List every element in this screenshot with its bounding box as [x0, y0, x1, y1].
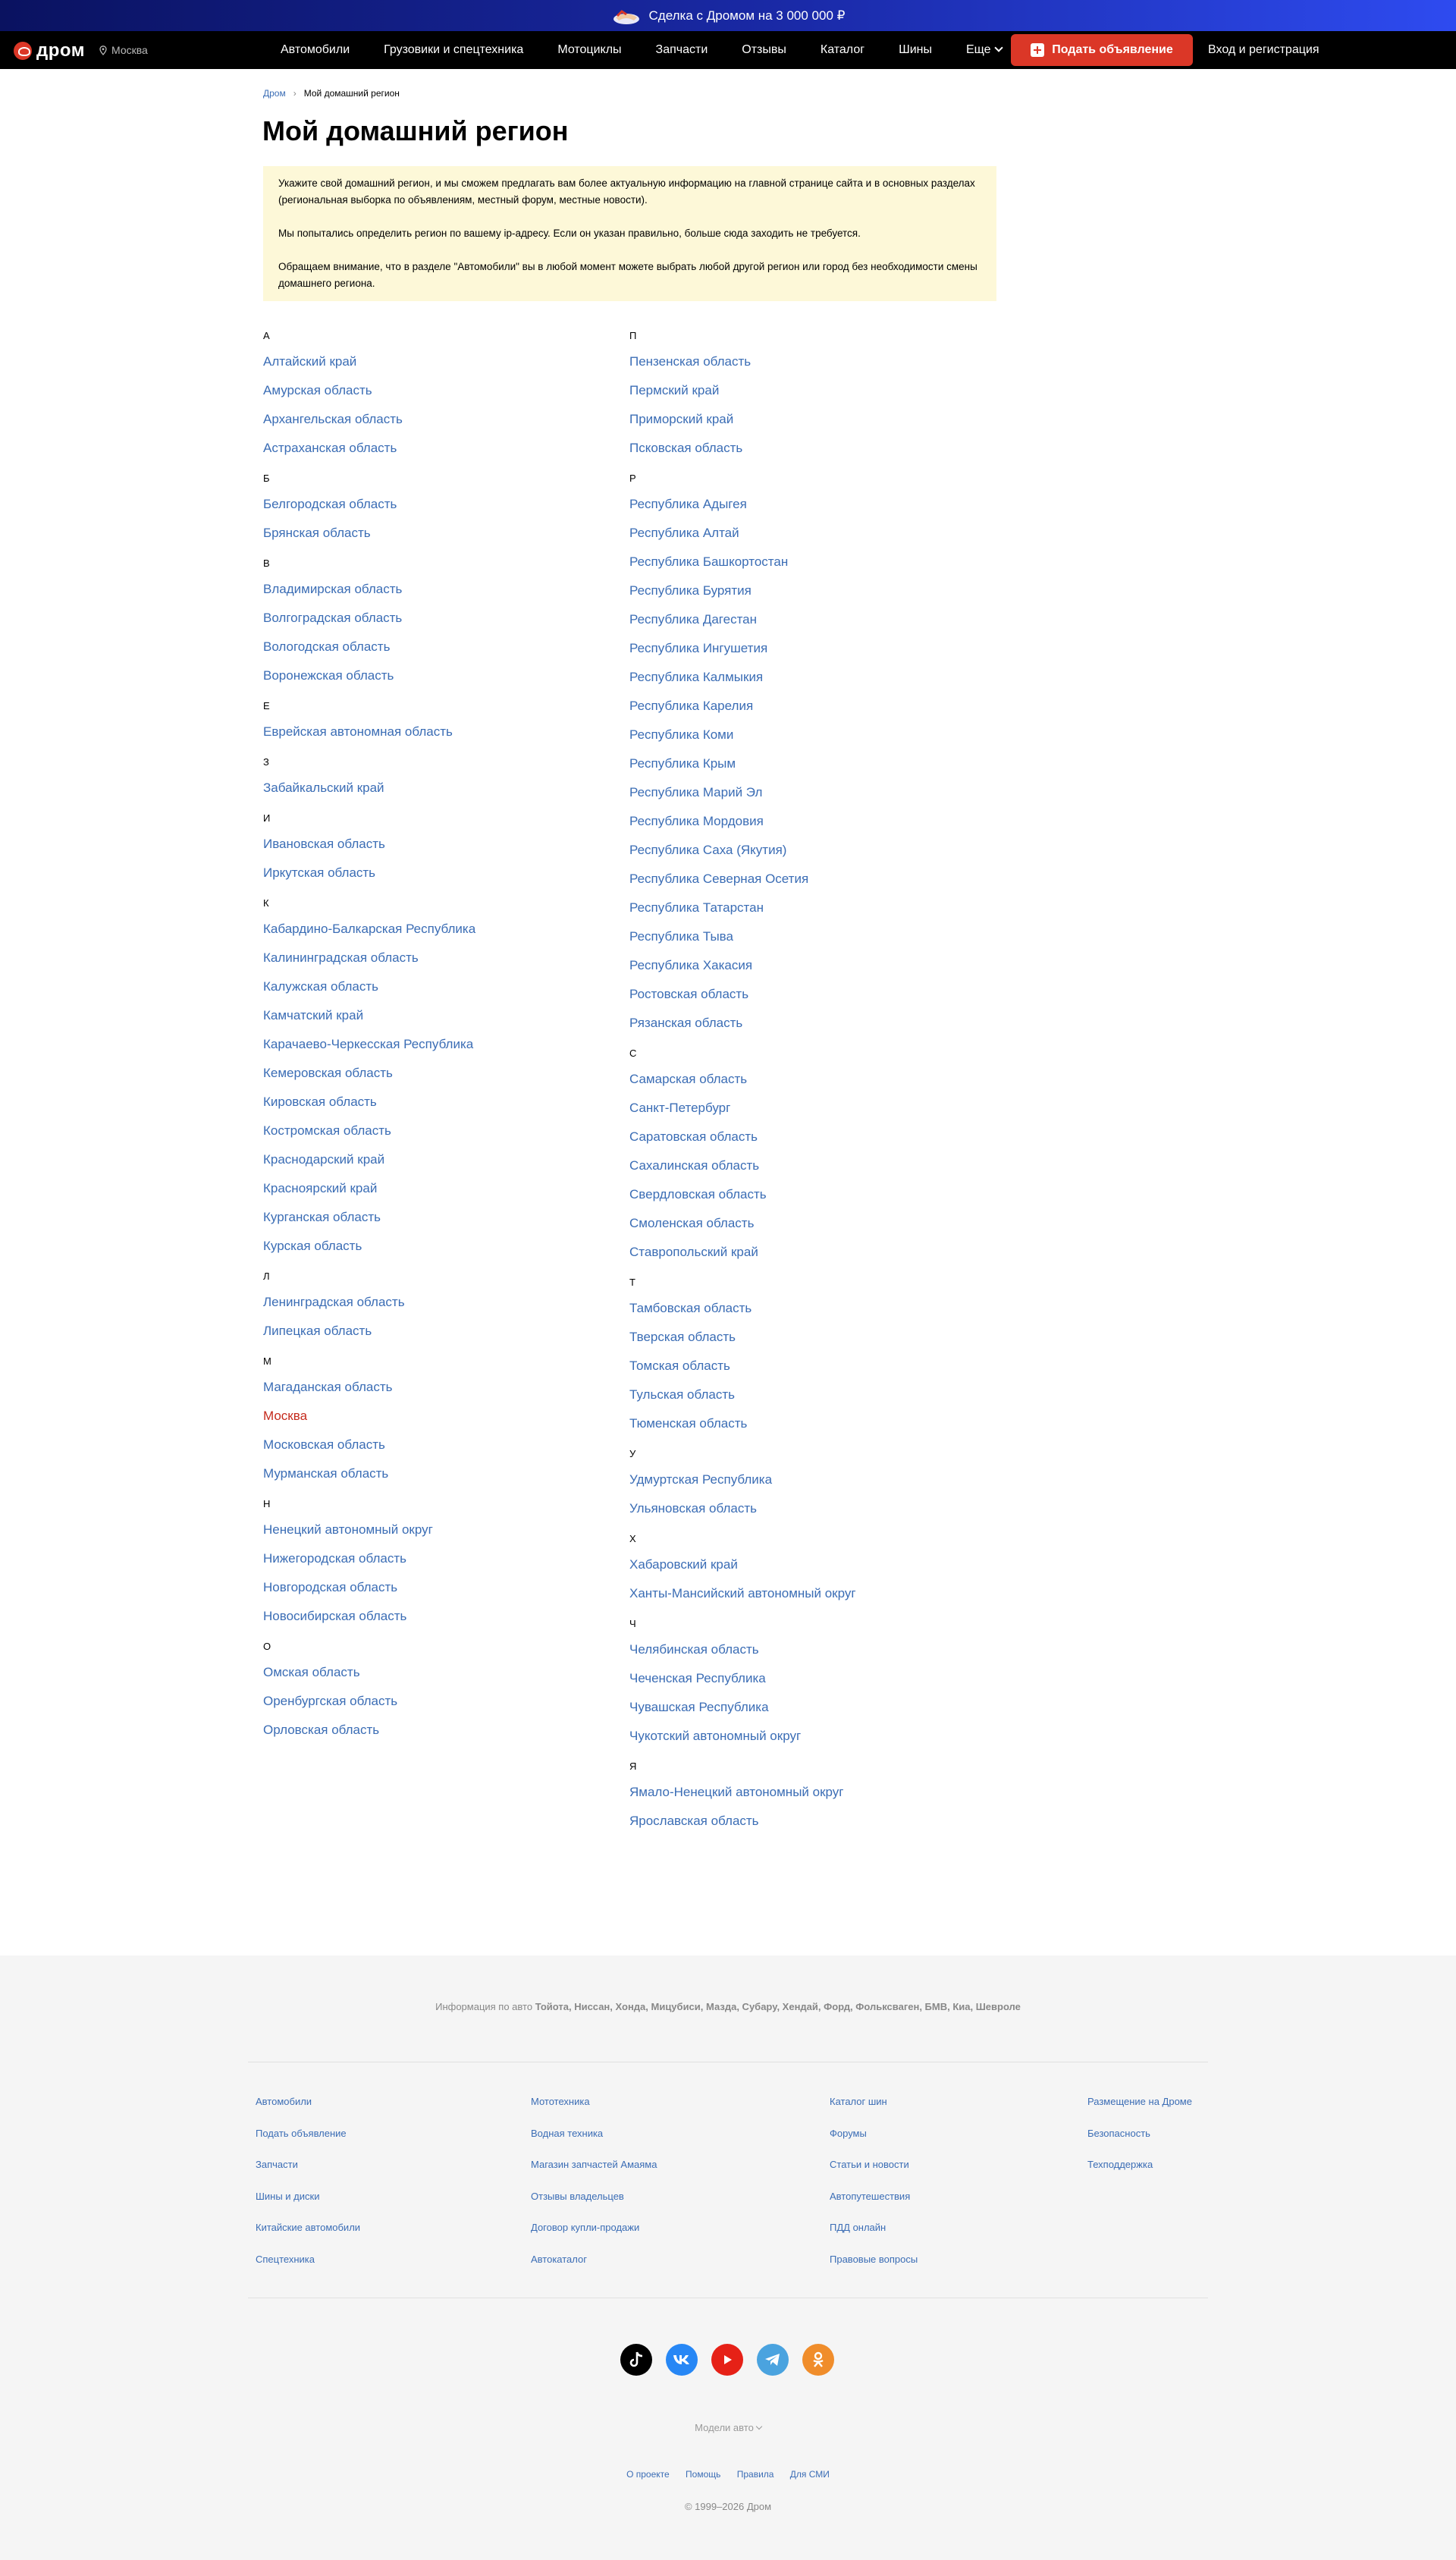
region-group	[629, 1758, 978, 1836]
region-link[interactable]: Калининградская область	[263, 950, 419, 965]
login-link[interactable]: Вход и регистрация	[1208, 43, 1320, 56]
region-link[interactable]: Рязанская область	[629, 1016, 743, 1030]
post-ad-button[interactable]	[1011, 34, 1193, 66]
footer-link[interactable]: Договор купли-продажи	[531, 2222, 640, 2233]
top-nav	[0, 31, 1456, 69]
region-link[interactable]: Свердловская область	[629, 1187, 767, 1201]
region-group	[263, 698, 612, 746]
region-letter-heading: О	[263, 1641, 271, 1652]
region-letter-heading: А	[263, 330, 270, 341]
footer-brands-info	[0, 2001, 1456, 2012]
page-title: Мой домашний регион	[262, 115, 569, 146]
region-letter-heading: Т	[629, 1277, 635, 1288]
region-link[interactable]: Астраханская область	[263, 441, 397, 455]
region-letter-heading: С	[629, 1048, 637, 1059]
region-link[interactable]: Тюменская область	[629, 1416, 748, 1431]
region-link[interactable]: Курганская область	[263, 1210, 381, 1224]
footer-link[interactable]: Подать объявление	[256, 2127, 347, 2139]
models-label: Модели авто	[695, 2422, 754, 2433]
region-link[interactable]: Смоленская область	[629, 1216, 755, 1230]
location-pin-icon	[99, 46, 107, 55]
footer-link-help[interactable]: Помощь	[686, 2469, 721, 2480]
region-letter-heading: Е	[263, 700, 270, 711]
region-link[interactable]: Ямало-Ненецкий автономный округ	[629, 1785, 844, 1799]
region-group	[263, 895, 612, 1261]
youtube-icon[interactable]	[711, 2344, 743, 2376]
region-link[interactable]: Омская область	[263, 1665, 360, 1679]
region-link[interactable]: Чеченская Республика	[629, 1671, 766, 1685]
region-link[interactable]: Нижегородская область	[263, 1551, 406, 1566]
region-link[interactable]: Ленинградская область	[263, 1295, 405, 1309]
region-link[interactable]: Республика Ингушетия	[629, 641, 768, 655]
region-link[interactable]: Хабаровский край	[629, 1557, 738, 1572]
region-group	[263, 1268, 612, 1346]
notice-paragraph: Мы попытались определить регион по вашему ip-адресу. Если он указан правильно, больше сюда заходить не требуется.	[278, 228, 861, 239]
footer-link[interactable]: Шины и диски	[256, 2190, 320, 2202]
footer-link[interactable]: Размещение на Дроме	[1087, 2096, 1192, 2107]
region-link[interactable]: Ростовская область	[629, 987, 749, 1001]
breadcrumb-current: Мой домашний регион	[303, 88, 400, 99]
footer-link[interactable]: Каталог шин	[830, 2096, 887, 2107]
region-link[interactable]: Саратовская область	[629, 1129, 758, 1144]
region-link[interactable]: Тульская область	[629, 1387, 735, 1402]
region-link[interactable]: Костромская область	[263, 1123, 391, 1138]
region-link[interactable]: Ставропольский край	[629, 1245, 758, 1259]
nav-item-cars[interactable]: Автомобили	[281, 43, 350, 56]
region-letter-heading: И	[263, 812, 271, 824]
region-letter-heading: Б	[263, 473, 270, 484]
region-link[interactable]: Республика Бурятия	[629, 583, 752, 598]
region-link[interactable]: Республика Адыгея	[629, 497, 747, 511]
region-link[interactable]: Липецкая область	[263, 1324, 372, 1338]
region-link[interactable]: Республика Коми	[629, 727, 734, 742]
footer-link[interactable]: Безопасность	[1087, 2127, 1150, 2139]
region-group	[263, 1638, 612, 1745]
region-link[interactable]: Ненецкий автономный округ	[263, 1522, 433, 1537]
region-link[interactable]: Новгородская область	[263, 1580, 398, 1594]
social-links	[620, 2344, 848, 2376]
regions-column-right	[629, 328, 978, 1843]
region-group	[263, 1353, 612, 1488]
nav-item-parts[interactable]: Запчасти	[655, 43, 708, 56]
region-link[interactable]: Карачаево-Черкесская Республика	[263, 1037, 474, 1051]
region-letter-heading: Н	[263, 1498, 271, 1509]
ok-icon[interactable]	[802, 2344, 834, 2376]
region-group	[629, 1531, 978, 1608]
nav-item-reviews[interactable]: Отзывы	[742, 43, 786, 56]
footer-link[interactable]: Спецтехника	[256, 2253, 315, 2265]
nav-item-motorcycles[interactable]: Мотоциклы	[557, 43, 622, 56]
region-link[interactable]: Владимирская область	[263, 582, 403, 596]
footer-column	[830, 2094, 918, 2283]
region-link[interactable]: Краснодарский край	[263, 1152, 385, 1167]
region-letter-heading: Р	[629, 473, 636, 484]
region-link[interactable]: Республика Карелия	[629, 699, 754, 713]
footer-link[interactable]: Автопутешествия	[830, 2190, 911, 2202]
region-group	[263, 470, 612, 548]
notice-paragraph: Укажите свой домашний регион, и мы сможем предлагать вам более актуальную информацию на главной странице сайта и в основных разделах (региональная выборка по объявлениям, местный форум, местные новости).	[278, 177, 975, 206]
region-group	[263, 328, 612, 463]
region-letter-heading: М	[263, 1355, 271, 1367]
region-group	[629, 328, 978, 463]
footer-link[interactable]: Автомобили	[256, 2096, 312, 2107]
region-link[interactable]: Мурманская область	[263, 1466, 389, 1481]
footer-link[interactable]: Отзывы владельцев	[531, 2190, 624, 2202]
handshake-icon	[611, 5, 642, 27]
region-link[interactable]: Забайкальский край	[263, 781, 384, 795]
footer-column	[1087, 2094, 1192, 2189]
footer-link[interactable]: Запчасти	[256, 2159, 298, 2170]
region-group	[629, 1616, 978, 1751]
region-group	[263, 754, 612, 803]
region-link[interactable]: Чувашская Республика	[629, 1700, 769, 1714]
region-link[interactable]: Ханты-Мансийский автономный округ	[629, 1586, 856, 1600]
nav-more-label: Еще	[966, 43, 991, 56]
region-group	[263, 1496, 612, 1631]
promo-banner[interactable]	[0, 0, 1456, 31]
region-link[interactable]: Республика Башкортостан	[629, 554, 789, 569]
region-letter-heading: К	[263, 897, 269, 909]
footer-link-about[interactable]: О проекте	[626, 2469, 670, 2480]
footer-link[interactable]: Правовые вопросы	[830, 2253, 918, 2265]
region-link[interactable]: Республика Алтай	[629, 526, 739, 540]
region-link[interactable]: Республика Калмыкия	[629, 670, 764, 684]
region-letter-heading: Х	[629, 1533, 636, 1544]
region-link[interactable]: Еврейская автономная область	[263, 724, 453, 739]
models-dropdown[interactable]	[0, 2422, 1456, 2433]
footer-link[interactable]: Китайские автомобили	[256, 2222, 361, 2233]
region-link[interactable]: Пермский край	[629, 383, 720, 397]
footer-bottom-links	[0, 2469, 1456, 2480]
telegram-icon[interactable]	[757, 2344, 789, 2376]
notice-paragraph: Обращаем внимание, что в разделе "Автомобили" вы в любой момент можете выбрать любой другой регион или город без необходимости смены домашнего региона.	[278, 261, 977, 289]
region-letter-heading: У	[629, 1448, 636, 1459]
region-link[interactable]: Приморский край	[629, 412, 734, 426]
region-letter-heading: П	[629, 330, 637, 341]
region-link[interactable]: Камчатский край	[263, 1008, 364, 1022]
region-link[interactable]: Красноярский край	[263, 1181, 378, 1195]
chevron-down-icon	[994, 43, 1003, 52]
region-link[interactable]: Санкт-Петербург	[629, 1101, 731, 1115]
info-notice	[263, 166, 996, 301]
region-link[interactable]: Брянская область	[263, 526, 371, 540]
region-link[interactable]: Удмуртская Республика	[629, 1472, 773, 1487]
region-group	[629, 470, 978, 1038]
footer-link[interactable]: Магазин запчастей Амаяма	[531, 2159, 657, 2170]
region-letter-heading: Ч	[629, 1618, 636, 1629]
region-link[interactable]: Республика Мордовия	[629, 814, 764, 828]
nav-item-more[interactable]	[966, 43, 1002, 57]
plus-icon	[1031, 43, 1044, 57]
region-link[interactable]: Сахалинская область	[629, 1158, 760, 1173]
region-link[interactable]: Республика Дагестан	[629, 612, 758, 627]
region-link[interactable]: Иркутская область	[263, 865, 376, 880]
city-name: Москва	[111, 44, 148, 56]
footer	[0, 1955, 1456, 2560]
post-ad-label: Подать объявление	[1052, 43, 1173, 56]
nav-item-trucks[interactable]: Грузовики и спецтехника	[384, 43, 524, 56]
region-link[interactable]: Ярославская область	[629, 1814, 759, 1828]
region-group	[263, 810, 612, 887]
region-link[interactable]: Калужская область	[263, 979, 378, 994]
region-link-current[interactable]: Москва	[263, 1409, 308, 1423]
region-link[interactable]: Курская область	[263, 1239, 362, 1253]
footer-link[interactable]: Статьи и новости	[830, 2159, 909, 2170]
region-group	[629, 1274, 978, 1438]
main-nav	[281, 31, 1036, 69]
region-link[interactable]: Кировская область	[263, 1095, 377, 1109]
footer-link[interactable]: Автокаталог	[531, 2253, 587, 2265]
copyright: © 1999–2026 Дром	[684, 2501, 772, 2512]
footer-info-prefix: Информация по авто	[435, 2001, 533, 2012]
region-link[interactable]: Тамбовская область	[629, 1301, 752, 1315]
breadcrumb-home[interactable]: Дром	[263, 88, 286, 99]
footer-link[interactable]: Техподдержка	[1087, 2159, 1153, 2170]
footer-column	[531, 2094, 657, 2283]
region-link[interactable]: Воронежская область	[263, 668, 394, 683]
region-link[interactable]: Новосибирская область	[263, 1609, 407, 1623]
region-link[interactable]: Алтайский край	[263, 354, 357, 369]
region-link[interactable]: Томская область	[629, 1359, 730, 1373]
region-link[interactable]: Самарская область	[629, 1072, 748, 1086]
region-link[interactable]: Республика Саха (Якутия)	[629, 843, 787, 857]
nav-item-catalog[interactable]: Каталог	[820, 43, 865, 56]
footer-link-media[interactable]: Для СМИ	[789, 2469, 830, 2480]
region-link[interactable]: Ульяновская область	[629, 1501, 757, 1516]
region-group	[629, 1045, 978, 1267]
region-link[interactable]: Кемеровская область	[263, 1066, 393, 1080]
region-link[interactable]: Пензенская область	[629, 354, 752, 369]
tiktok-icon[interactable]	[620, 2344, 652, 2376]
chevron-down-icon	[756, 2423, 762, 2430]
footer-link[interactable]: Водная техника	[531, 2127, 604, 2139]
region-link[interactable]: Амурская область	[263, 383, 372, 397]
region-link[interactable]: Псковская область	[629, 441, 743, 455]
footer-info-brands[interactable]: Тойота, Ниссан, Хонда, Мицубиси, Мазда, Субару, Хендай, Форд, Фольксваген, БМВ, Киа, Шевроле	[535, 2001, 1021, 2012]
region-letter-heading: Л	[263, 1271, 270, 1282]
region-link[interactable]: Московская область	[263, 1437, 385, 1452]
region-group	[263, 555, 612, 690]
region-link[interactable]: Тверская область	[629, 1330, 736, 1344]
region-link[interactable]: Волгоградская область	[263, 611, 403, 625]
breadcrumb-separator-icon: ›	[293, 88, 297, 99]
region-link[interactable]: Магаданская область	[263, 1380, 393, 1394]
city-selector[interactable]	[99, 44, 148, 56]
footer-link[interactable]: Мототехника	[531, 2096, 590, 2107]
footer-link-rules[interactable]: Правила	[736, 2469, 774, 2480]
logo[interactable]	[14, 40, 85, 61]
region-link[interactable]: Архангельская область	[263, 412, 403, 426]
region-letter-heading: З	[263, 756, 269, 768]
region-link[interactable]: Белгородская область	[263, 497, 397, 511]
regions-column-left	[263, 328, 612, 1752]
footer-link[interactable]: ПДД онлайн	[830, 2222, 886, 2233]
logo-text: дром	[36, 40, 85, 61]
promo-text: Сделка с Дромом на 3 000 000 ₽	[648, 8, 846, 23]
region-link[interactable]: Республика Северная Осетия	[629, 872, 809, 886]
region-letter-heading: Я	[629, 1761, 637, 1772]
region-link[interactable]: Республика Хакасия	[629, 958, 753, 972]
region-link[interactable]: Оренбургская область	[263, 1694, 398, 1708]
region-link[interactable]: Челябинская область	[629, 1642, 759, 1657]
footer-column	[256, 2094, 360, 2283]
region-link[interactable]: Республика Тыва	[629, 929, 733, 944]
footer-link[interactable]: Форумы	[830, 2127, 867, 2139]
region-link[interactable]: Чукотский автономный округ	[629, 1729, 802, 1743]
breadcrumb	[263, 88, 400, 99]
vk-icon[interactable]	[666, 2344, 698, 2376]
region-link[interactable]: Вологодская область	[263, 639, 391, 654]
region-link[interactable]: Ивановская область	[263, 837, 385, 851]
region-group	[629, 1446, 978, 1523]
region-link[interactable]: Кабардино-Балкарская Республика	[263, 922, 476, 936]
nav-item-tires[interactable]: Шины	[899, 43, 932, 56]
region-link[interactable]: Республика Марий Эл	[629, 785, 763, 799]
region-letter-heading: В	[263, 558, 270, 569]
logo-icon	[14, 42, 32, 60]
region-link[interactable]: Республика Татарстан	[629, 900, 764, 915]
region-link[interactable]: Орловская область	[263, 1723, 380, 1737]
region-link[interactable]: Республика Крым	[629, 756, 736, 771]
